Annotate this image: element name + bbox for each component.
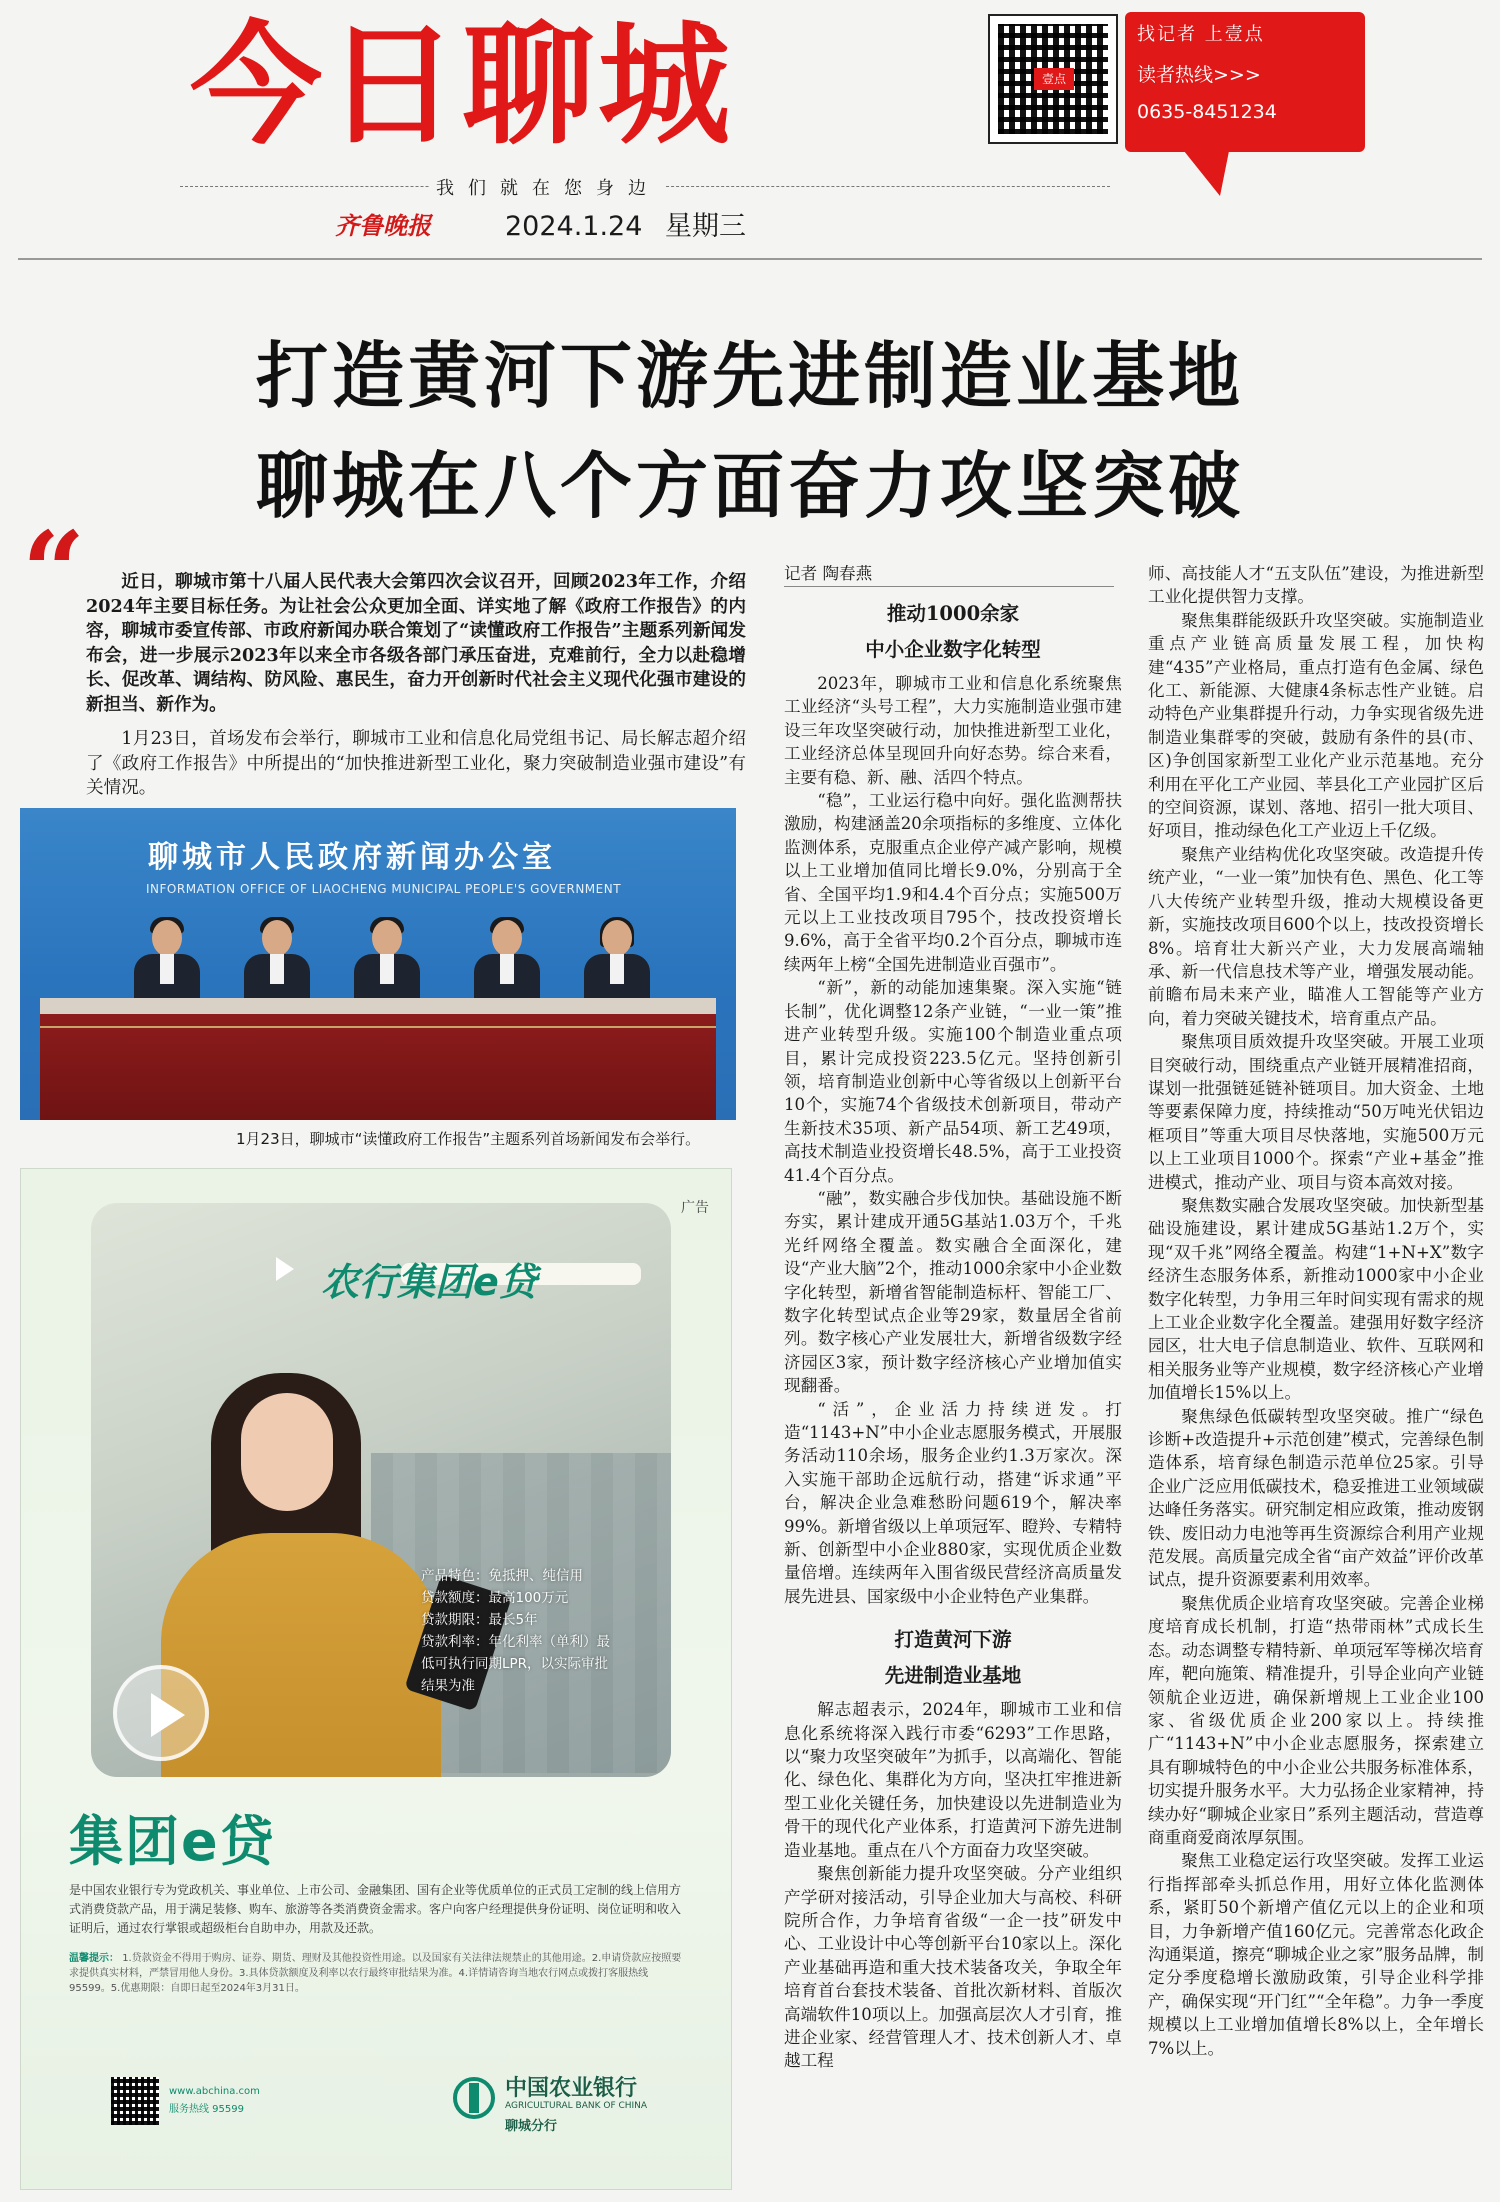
ad-contact	[169, 2083, 260, 2119]
article-paragraph: 聚焦绿色低碳转型攻坚突破。推广“绿色诊断+改造提升+示范创建”模式，完善绿色制造体系，培育绿色制造示范单位25家。引导企业广泛应用低碳技术，稳妥推进工业领域碳达峰任务落实。研究制定相应政策，推动废钢铁、废旧动力电池等再生资源综合利用产业规范发展。高质量完成全省“亩产效益”评价改革试点，提升资源要素利用效率。	[1148, 1406, 1484, 1590]
article-paragraph: 聚焦工业稳定运行攻坚突破。发挥工业运行指挥部牵头抓总作用，用好立体化监测体系，紧盯50个新增产值亿元以上的企业和项目，力争新增产值160亿元。完善常态化政企沟通渠道，擦亮“聊城企业之家”服务品牌，制定分季度稳增长激励政策，引导企业科学排产，确保实现“开门红”“全年稳”。力争一季度规模以上工业增加值增长8%以上，全年增长7%以上。	[1148, 1851, 1484, 2058]
reader-hotline-box	[1125, 12, 1365, 152]
article-paragraph: 师、高技能人才“五支队伍”建设，为推进新型工业化提供智力支撑。	[1148, 564, 1484, 607]
ad-brand: 农行集团e贷	[321, 1260, 537, 1304]
issue-date	[505, 204, 746, 243]
hotline-label: 读者热线>>>	[1137, 64, 1261, 86]
hotline-number: 0635-8451234	[1137, 101, 1277, 123]
feature-item: 贷款期限：最长5年	[421, 1612, 538, 1628]
masthead	[180, 6, 1320, 242]
article-column-2	[1148, 562, 1484, 2060]
paper-name: 齐鲁晚报	[335, 211, 431, 240]
ad-hotline: 服务热线 95599	[169, 2104, 244, 2115]
ad-label: 广告	[681, 1200, 709, 1216]
article-paragraph: 聚焦创新能力提升攻坚突破。分产业组织产学研对接活动，引导企业加大与高校、科研院所合作，力争培育省级“一企一技”研发中心、工业设计中心等创新平台10家以上。深化产业基础再造和重大技术装备攻关，争取全年培育首台套技术装备、首批次新材料、首版次高端软件10项以上。加强高层次人才引育，推进企业家、经营管理人才、技术创新人才、卓越工程	[784, 1864, 1122, 2071]
article-paragraph: “稳”，工业运行稳中向好。强化监测帮扶激励，构建涵盖20余项指标的多维度、立体化监测体系，克服重点企业停产减产影响，规模以上工业增加值同比增长9.0%，分别高于全省、全国平均1.9和4.4个百分点；实施500万元以上工业技改项目795个，技改投资增长9.6%，高于全省平均0.2个百分点，聊城市连续两年上榜“全国先进制造业百强市”。	[784, 791, 1122, 974]
bank-branch: 聊城分行	[505, 2119, 558, 2134]
article-paragraph: “活”，企业活力持续迸发。打造“1143+N”中小企业志愿服务模式，开展服务活动110余场，服务企业约1.3万家次。深入实施干部助企远航行动，搭建“诉求通”平台，解决企业急难愁盼问题619个，解决率99%。新增省级以上单项冠军、瞪羚、专精特新、创新型中小企业880家，实现优质企业数量倍增。连续两年入围省级民营经济高质量发展先进县、国家级中小企业特色产业集群。	[784, 1399, 1122, 1606]
speaker-figure	[130, 920, 204, 1000]
play-arrow-icon	[276, 1257, 294, 1281]
article-paragraph: 2023年，聊城市工业和信息化系统聚焦工业经济“头号工程”，大力实施制造业强市建设三年攻坚突破行动，加快推进新型工业化，工业经济总体呈现回升向好态势。综合来看，主要有稳、新、融、活四个特点。	[784, 674, 1122, 787]
bank-name-en: AGRICULTURAL BANK OF CHINA	[505, 2101, 648, 2111]
intro-paragraph-1: 近日，聊城市第十八届人民代表大会第四次会议召开，回顾2023年工作，介绍2024年主要目标任务。为让社会公众更加全面、详实地了解《政府工作报告》的内容，聊城市委宣传部、市政府新闻办联合策划了“读懂政府工作报告”主题系列新闻发布会，进一步展示2023年以来全市各级各部门承压奋进，克难前行，全力以赴稳增长、促改革、调结构、防风险、惠民生，奋力开创新时代社会主义现代化强市建设的新担当、新作为。	[86, 571, 746, 715]
feature-item: 贷款额度：最高100万元	[421, 1590, 569, 1606]
subheading-2-line-1: 打造黄河下游	[894, 1628, 1012, 1652]
tips-text: 1.贷款资金不得用于购房、证券、期货、理财及其他投资性用途。以及国家有关法律法规禁止的其他用途。2.申请贷款应按照要求提供真实材料，严禁冒用他人身份。3.具体贷款额度及利率以农行最终审批结果为准。4.详情请咨询当地农行网点或拨打客服热线95599。5.优惠期限：自即日起至2024年3月31日。	[69, 1953, 682, 1994]
play-button-icon[interactable]	[113, 1665, 209, 1761]
subheading-1-line-1: 推动1000余家	[886, 602, 1020, 625]
headline-line-1: 打造黄河下游先进制造业基地	[255, 333, 1244, 418]
weekday: 星期三	[665, 211, 747, 242]
ad-tips	[69, 1951, 689, 1996]
ad-title: 集团e贷	[69, 1810, 276, 1873]
model-jacket	[161, 1533, 441, 1777]
hotline-slogan: 找记者 上壹点	[1137, 24, 1265, 45]
header-divider	[18, 258, 1482, 260]
article-paragraph: “新”，新的动能加速集聚。深入实施“链长制”，优化调整12条产业链，“一业一策”推进产业转型升级。实施100个制造业重点项目，累计完成投资223.5亿元。坚持创新引领，培育制造业创新中心等省级以上创新平台10个，实施74个省级技术创新项目，带动产生新技术35项、新产品54项、新工艺49项，高技术制造业投资增长48.5%，高于工业投资41.4个百分点。	[784, 978, 1122, 1185]
qr-code[interactable]	[988, 14, 1118, 144]
subheading-1	[784, 596, 1122, 668]
conference-table-top	[40, 998, 716, 1014]
press-conference-photo	[20, 808, 736, 1120]
feature-item: 产品特色：免抵押、纯信用	[421, 1568, 583, 1584]
subheading-2-line-2: 先进制造业基地	[884, 1664, 1022, 1688]
article-column-1	[784, 590, 1122, 2073]
byline: 记者 陶春燕	[784, 560, 1114, 587]
masthead-slogan: 我们就在您身边	[430, 174, 666, 200]
conference-table-front	[40, 1014, 716, 1120]
intro-block	[86, 570, 746, 801]
quote-mark-icon: “	[22, 507, 86, 636]
headline-line-2: 聊城在八个方面奋力攻坚突破	[255, 443, 1244, 528]
article-paragraph: 解志超表示，2024年，聊城市工业和信息化系统将深入践行市委“6293”工作思路，以“聚力攻坚突破年”为抓手，以高端化、智能化、绿色化、集群化为方向，坚决扛牢推进新型工业化关键任务，加快建设以先进制造业为骨干的现代化产业体系，打造黄河下游先进制造业基地。重点在八个方面奋力攻坚突破。	[784, 1700, 1122, 1860]
ad-features	[421, 1565, 621, 1697]
article-paragraph: 聚焦数实融合发展攻坚突破。加快新型基础设施建设，累计建成5G基站1.2万个，实现“双千兆”网络全覆盖。构建“1+N+X”数字经济生态服务体系，新推动1000家中小企业数字化转型，力争用三年时间实现有需求的规上工业企业数字化全覆盖。建强用好数字经济园区，壮大电子信息制造业、软件、互联网和相关服务业等产业规模，数字经济核心产业增加值增长15%以上。	[1148, 1195, 1484, 1403]
date: 2024.1.24	[505, 211, 643, 242]
article-paragraph: 聚焦优质企业培育攻坚突破。完善企业梯度培育成长机制，打造“热带雨林”式成长生态。动态调整专精特新、单项冠军等梯次培育库，靶向施策、精准提升，引导企业向产业链领航企业迈进，确保新增规上工业企业100家、省级优质企业200家以上。持续推广“1143+N”中小企业志愿服务，探索建立具有聊城特色的中小企业公共服务标准体系，切实提升服务水平。大力弘扬企业家精神，持续办好“聊城企业家日”系列主题活动，营造尊商重商爱商浓厚氛围。	[1148, 1593, 1484, 1847]
speaker-figure	[240, 920, 314, 1000]
subheading-1-line-2: 中小企业数字化转型	[865, 638, 1041, 661]
speaker-figure	[470, 920, 544, 1000]
article-paragraph: 聚焦集群能级跃升攻坚突破。实施制造业重点产业链高质量发展工程，加快构建“435”产业格局，重点打造有色金属、绿色化工、新能源、大健康4条标志性产业链。启动特色产业集群提升行动，力争实现省级先进制造业集群零的突破，鼓励有条件的县(市、区)争创国家新型工业化产业示范基地。充分利用在平化工产业园、莘县化工产业园扩区后的空间资源，谋划、落地、招引一批大项目、好项目，推动绿色化工产业迈上千亿级。	[1148, 610, 1484, 841]
intro-paragraph-2: 1月23日，首场发布会举行，聊城市工业和信息化局党组书记、局长解志超介绍了《政府工作报告》中所提出的“加快推进新型工业化，聚力突破制造业强市建设”有关情况。	[86, 729, 746, 798]
speaker-figure	[350, 920, 424, 1000]
model-face	[241, 1393, 333, 1511]
article-paragraph: 聚焦产业结构优化攻坚突破。改造提升传统产业，“一业一策”加快有色、黑色、化工等八大传统产业转型升级，推动大规模设备更新，实施技改项目600个以上，技改投资增长8%。培育壮大新兴产业，大力发展高端轴承、新一代信息技术等产业，增强发展动能。前瞻布局未来产业，瞄准人工智能等产业方向，着力突破关键技术，培育重点产品。	[1148, 844, 1484, 1028]
backdrop-subtitle: INFORMATION OFFICE OF LIAOCHENG MUNICIPAL PEOPLE'S GOVERNMENT	[146, 882, 622, 896]
speech-bubble-tail	[1180, 146, 1230, 196]
backdrop-title: 聊城市人民政府新闻办公室	[148, 840, 556, 875]
subheading-2	[784, 1622, 1122, 1694]
bank-advertisement[interactable]	[20, 1168, 732, 2190]
speaker-figure	[580, 920, 654, 1000]
article-paragraph: “融”，数实融合步伐加快。基础设施不断夯实，累计建成开通5G基站1.03万个，千兆光纤网络全覆盖。数实融合全面深化，建设“产业大脑”2个，推动1000余家中小企业数字化转型，新增省智能制造标杆、智能工厂、数字化转型试点企业等29家，数量居全省前列。数字核心产业发展壮大，新增省级数字经济园区3家，预计数字经济核心产业增加值实现翻番。	[784, 1188, 1122, 1396]
tips-label: 温馨提示：	[69, 1953, 119, 1964]
feature-item: 贷款利率：年化利率（单利）最低可执行同期LPR，以实际审批结果为准	[421, 1634, 610, 1694]
bank-logo-icon	[453, 2077, 495, 2119]
masthead-logo: 今日聊城	[190, 9, 734, 163]
ad-description: 是中国农业银行专为党政机关、事业单位、上市公司、金融集团、国有企业等优质单位的正式员工定制的线上信用方式消费贷款产品，用于满足装修、购车、旅游等各类消费资金需求。客户向客户经理提供身份证明、岗位证明和收入证明后，通过农行掌银或超级柜台自助申办，用款及还款。	[69, 1883, 682, 1935]
qr-badge: 壹点	[1034, 68, 1074, 90]
ad-website[interactable]: www.abchina.com	[169, 2086, 260, 2097]
ad-qr-code[interactable]	[111, 2077, 159, 2125]
article-paragraph: 聚焦项目质效提升攻坚突破。开展工业项目突破行动，围绕重点产业链开展精准招商，谋划一批强链延链补链项目。加大资金、土地等要素保障力度，持续推动“50万吨光伏铝边框项目”等重大项目尽快落地，实施500万元以上工业项目1000个。探索“产业+基金”推进模式，推动产业、项目与资本高效对接。	[1148, 1032, 1484, 1192]
bank-name: 中国农业银行	[505, 2075, 638, 2101]
photo-caption: 1月23日，聊城市“读懂政府工作报告”主题系列首场新闻发布会举行。	[236, 1130, 701, 1148]
